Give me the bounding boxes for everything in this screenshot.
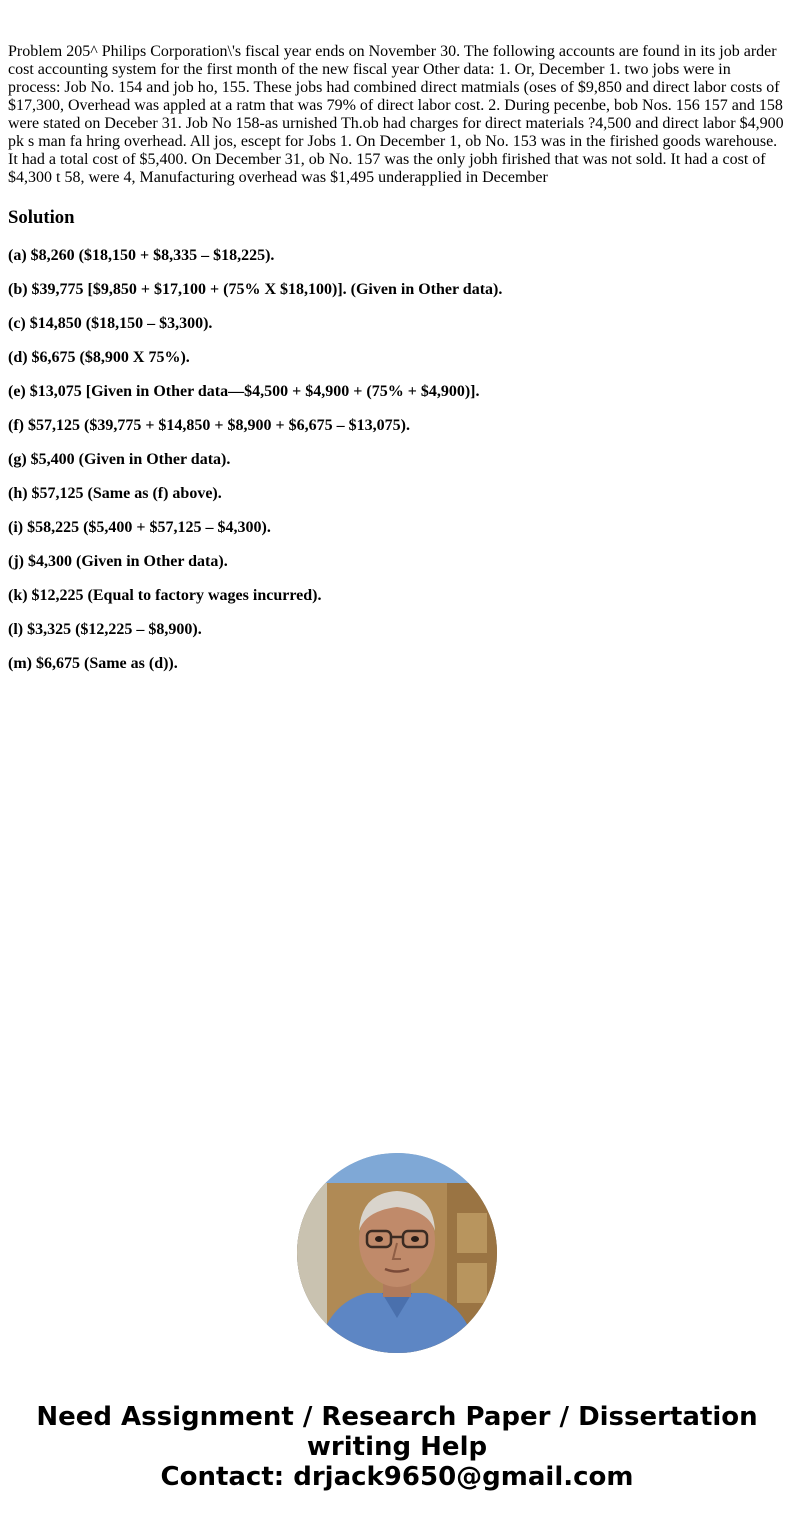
- answer-item-d: (d) $6,675 ($8,900 X 75%).: [8, 349, 190, 366]
- answer-item-i: (i) $58,225 ($5,400 + $57,125 – $4,300).: [8, 519, 271, 536]
- answer-item-j: (j) $4,300 (Given in Other data).: [8, 553, 228, 570]
- answer-item-b: (b) $39,775 [$9,850 + $17,100 + (75% X $18,100)]. (Given in Other data).: [8, 281, 503, 298]
- contact-banner: [0, 1402, 794, 1492]
- banner-line-1: Need Assignment / Research Paper / Dissertation: [36, 1402, 758, 1432]
- answer-item-m: (m) $6,675 (Same as (d)).: [8, 655, 178, 672]
- solution-heading: Solution: [8, 207, 75, 228]
- answer-item-h: (h) $57,125 (Same as (f) above).: [8, 485, 222, 502]
- answer-item-f: (f) $57,125 ($39,775 + $14,850 + $8,900 + $6,675 – $13,075).: [8, 417, 410, 434]
- banner-line-2: writing Help: [306, 1432, 488, 1462]
- problem-statement: Problem 205^ Philips Corporation\'s fiscal year ends on November 30. The following accounts are found in its job arder cost accounting system for the first month of the new fiscal year Other data: 1. Or, December 1. two jobs were in process: Job No. 154 and job ho, 155. These jobs had combined direct matmials (oses of $9,850 and direct labor costs of $17,300, Overhead was appled at a ratm that was 79% of direct labor cost. 2. During pecenbe, bob Nos. 156 157 and 158 were stated on Deceber 31. Job No 158-as urnished Th.ob had charges for direct materials ?4,500 and direct labor $4,900 pk s man fa hring overhead. All jos, escept for Jobs 1. On December 1, ob No. 153 was in the firished goods warehouse. It had a total cost of $5,400. On December 31, ob No. 157 was the only jobh firished that was not sold. It had a cost of $4,300 t 58, were 4, Manufacturing overhead was $1,495 underapplied in December: [8, 43, 784, 186]
- answer-item-a: (a) $8,260 ($18,150 + $8,335 – $18,225).: [8, 247, 275, 264]
- answer-item-e: (e) $13,075 [Given in Other data—$4,500 + $4,900 + (75% + $4,900)].: [8, 383, 480, 400]
- answer-item-k: (k) $12,225 (Equal to factory wages incurred).: [8, 587, 322, 604]
- answer-item-g: (g) $5,400 (Given in Other data).: [8, 451, 231, 468]
- answer-list: [8, 247, 786, 673]
- banner-contact-email: Contact: drjack9650@gmail.com: [160, 1462, 634, 1492]
- answer-item-l: (l) $3,325 ($12,225 – $8,900).: [8, 621, 202, 638]
- person-photo-icon: [297, 1153, 497, 1353]
- avatar: [297, 1153, 497, 1353]
- answer-item-c: (c) $14,850 ($18,150 – $3,300).: [8, 315, 213, 332]
- document-content: [8, 43, 786, 689]
